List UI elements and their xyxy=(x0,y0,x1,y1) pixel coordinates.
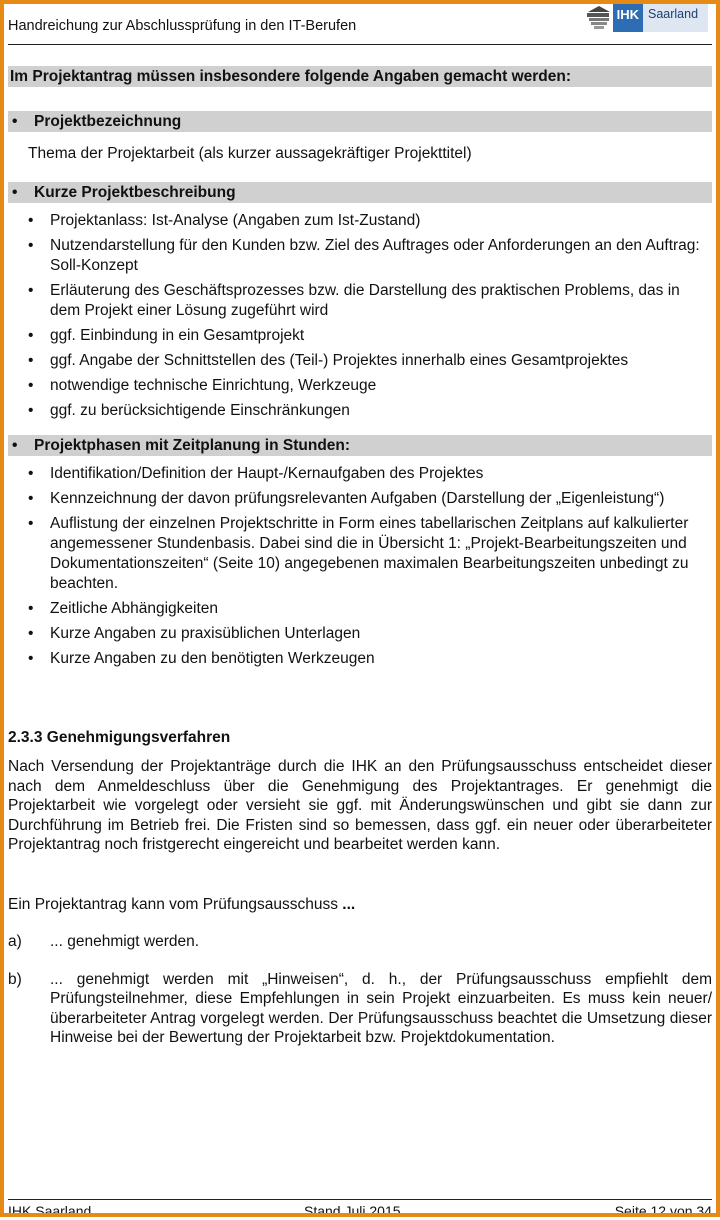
list-item-text: ggf. Angabe der Schnittstellen des (Teil-) Projektes innerhalb eines Gesamtprojektes xyxy=(50,352,629,369)
footer-right: Seite 12 von 34 xyxy=(614,1203,712,1219)
beschreibung-list xyxy=(8,211,712,421)
list-item-text: Projektanlass: Ist-Analyse (Angaben zum Ist-Zustand) xyxy=(50,212,421,229)
list-item xyxy=(8,376,712,396)
list-item-text: Kennzeichnung der davon prüfungsrelevanten Aufgaben (Darstellung der „Eigenleistung“) xyxy=(50,490,665,507)
footer-left: IHK Saarland xyxy=(8,1203,92,1219)
list-item-text: ggf. Einbindung in ein Gesamtprojekt xyxy=(50,327,305,344)
section-text: Thema der Projektarbeit (als kurzer aussagekräftiger Projekttitel) xyxy=(28,145,472,162)
section-heading-projektphasen xyxy=(8,435,712,456)
list-item-text: Kurze Angaben zu den benötigten Werkzeugen xyxy=(50,650,375,667)
bullet-icon: • xyxy=(28,237,34,254)
options-lead xyxy=(8,895,712,915)
list-item-text: notwendige technische Einrichtung, Werkzeuge xyxy=(50,377,377,394)
option-a xyxy=(8,932,712,952)
list-item-text: Identifikation/Definition der Haupt-/Kernaufgaben des Projektes xyxy=(50,465,484,482)
logo-ihk-text: IHK xyxy=(613,4,643,32)
list-item xyxy=(8,326,712,346)
intro-bar: Im Projektantrag müssen insbesondere folgende Angaben gemacht werden: xyxy=(8,66,712,87)
page-header xyxy=(8,0,712,45)
list-item-text: Zeitliche Abhängigkeiten xyxy=(50,600,219,617)
list-item xyxy=(8,624,712,644)
bullet-icon: • xyxy=(28,650,34,667)
list-item xyxy=(8,281,712,321)
bullet-icon: • xyxy=(28,625,34,642)
section-heading-text: Projektphasen mit Zeitplanung in Stunden: xyxy=(34,437,351,454)
list-item xyxy=(8,351,712,371)
bullet-icon: • xyxy=(28,282,34,299)
bullet-icon: • xyxy=(28,352,34,369)
footer-center: Stand Juli 2015 xyxy=(304,1203,401,1219)
bullet-icon: • xyxy=(12,437,18,454)
options-lead-ellipsis: ... xyxy=(342,895,356,913)
section-heading-text: Projektbezeichnung xyxy=(34,113,182,130)
list-item-text: Kurze Angaben zu praxisüblichen Unterlagen xyxy=(50,625,361,642)
list-item-text: ggf. zu berücksichtigende Einschränkungen xyxy=(50,402,350,419)
bullet-icon: • xyxy=(12,184,18,201)
bullet-icon: • xyxy=(28,212,34,229)
ihk-emblem-icon xyxy=(585,4,613,32)
bullet-icon: • xyxy=(28,402,34,419)
header-title: Handreichung zur Abschlussprüfung in den IT-Berufen xyxy=(8,18,357,34)
list-item xyxy=(8,514,712,594)
bullet-icon: • xyxy=(28,515,34,532)
list-item xyxy=(8,649,712,669)
option-tag: a) xyxy=(8,933,22,950)
list-item xyxy=(8,599,712,619)
options-lead-text: Ein Projektantrag kann vom Prüfungsausschuss xyxy=(8,895,338,913)
option-b xyxy=(8,970,712,1048)
list-item xyxy=(8,401,712,421)
list-item-text: Auflistung der einzelnen Projektschritte in Form eines tabellarischen Zeitplans auf kalkulierter angemessener Stundenbasis. Dabei sind die in Übersicht 1: „Projekt-Bearbeitungszeiten und Dokumentationszeiten“ (Seite 10) angegebenen maximalen Bearbeitungszeiten unbedingt zu beachten. xyxy=(50,515,689,592)
list-item xyxy=(8,464,712,484)
option-text: ... genehmigt werden mit „Hinweisen“, d. h., der Prüfungsausschuss empfiehlt dem Prüfungsteilnehmer, diese Empfehlungen in sein Projekt einzuarbeiten. Es muss kein neuer/überarbeiteter Antrag vorgelegt werden. Der Prüfungsausschuss beachtet die Umsetzung dieser Hinweise bei der Bewertung der Projektarbeit bzw. Projektdokumentation. xyxy=(50,970,712,1046)
projektphasen-list xyxy=(8,464,712,669)
list-item xyxy=(8,489,712,509)
section-heading-projektbeschreibung xyxy=(8,182,712,203)
option-text: ... genehmigt werden. xyxy=(50,933,200,950)
bullet-icon: • xyxy=(28,327,34,344)
list-item-text: Erläuterung des Geschäftsprozesses bzw. die Darstellung des praktischen Problems, das in dem Projekt einer Lösung zugeführt wird xyxy=(50,282,680,319)
list-item xyxy=(8,236,712,276)
bullet-icon: • xyxy=(28,465,34,482)
genehmigung-paragraph: Nach Versendung der Projektanträge durch die IHK an den Prüfungsausschuss entscheidet dieser nach dem Anmeldeschluss über die Genehmigung des Projektantrages. Er genehmigt die Projektarbeit wie vorgelegt oder versieht sie ggf. mit Änderungswünschen und gibt sie dann zur Durchführung im Betrieb frei. Die Fristen sind so bemessen, dass ggf. ein neuer oder überarbeiteter Projektantrag noch fristgerecht eingereicht und bearbeitet werden kann. xyxy=(8,758,712,853)
section-heading-text: Kurze Projektbeschreibung xyxy=(34,184,236,201)
bullet-icon: • xyxy=(28,377,34,394)
option-tag: b) xyxy=(8,970,22,988)
list-item xyxy=(8,211,712,231)
bullet-icon: • xyxy=(12,113,18,130)
list-item-text: Nutzendarstellung für den Kunden bzw. Ziel des Auftrages oder Anforderungen an den Auftrag: Soll-Konzept xyxy=(50,237,700,274)
ihk-logo xyxy=(585,4,708,32)
subsection-heading: 2.3.3 Genehmigungsverfahren xyxy=(8,729,231,746)
document-body xyxy=(8,66,712,1048)
bullet-icon: • xyxy=(28,490,34,507)
bullet-icon: • xyxy=(28,600,34,617)
logo-region-text: Saarland xyxy=(643,4,708,32)
section-heading-projektbezeichnung xyxy=(8,111,712,132)
